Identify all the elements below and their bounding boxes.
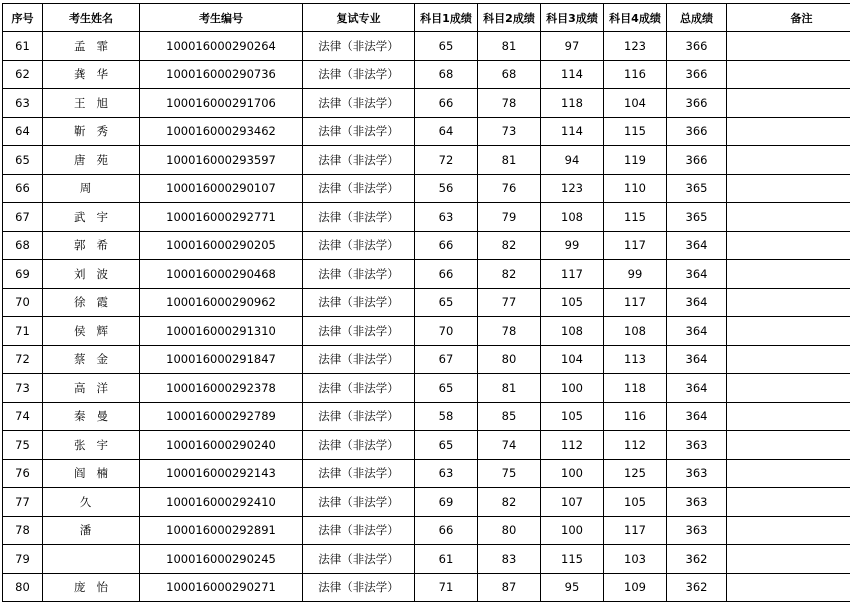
- cell-id: 100016000292891: [140, 516, 303, 545]
- cell-no: 65: [3, 146, 43, 175]
- cell-score-1: 66: [415, 231, 478, 260]
- cell-score-1: 61: [415, 545, 478, 574]
- cell-id: 100016000292378: [140, 374, 303, 403]
- cell-note: [727, 459, 850, 488]
- cell-total: 364: [667, 317, 727, 346]
- cell-note: [727, 516, 850, 545]
- name-mask: [92, 524, 101, 537]
- cell-major: 法律（非法学）: [303, 516, 415, 545]
- cell-score-3: 114: [541, 117, 604, 146]
- name-part-a: 庞: [74, 580, 86, 594]
- cell-score-3: 117: [541, 260, 604, 289]
- table-row: [3, 431, 850, 460]
- cell-score-1: 65: [415, 32, 478, 61]
- cell-score-1: 65: [415, 374, 478, 403]
- name-mask: [87, 125, 96, 138]
- cell-no: 61: [3, 32, 43, 61]
- header-name: 考生姓名: [43, 4, 140, 32]
- name-part-b: 霏: [97, 39, 109, 53]
- cell-note: [727, 231, 850, 260]
- table-row: [3, 60, 850, 89]
- cell-id: 100016000291706: [140, 89, 303, 118]
- cell-name: [43, 317, 140, 346]
- cell-score-3: 107: [541, 488, 604, 517]
- name-part-a: 高: [74, 381, 86, 395]
- table-row: [3, 203, 850, 232]
- name-part-b: 波: [97, 267, 109, 281]
- name-mask: [87, 211, 96, 224]
- cell-note: [727, 488, 850, 517]
- cell-score-1: 72: [415, 146, 478, 175]
- cell-score-3: 95: [541, 573, 604, 602]
- cell-score-1: 64: [415, 117, 478, 146]
- cell-id: 100016000290736: [140, 60, 303, 89]
- cell-score-3: 123: [541, 174, 604, 203]
- header-no: 序号: [3, 4, 43, 32]
- cell-score-2: 74: [478, 431, 541, 460]
- cell-no: 76: [3, 459, 43, 488]
- cell-no: 68: [3, 231, 43, 260]
- cell-score-1: 65: [415, 288, 478, 317]
- cell-score-4: 117: [604, 288, 667, 317]
- cell-score-2: 87: [478, 573, 541, 602]
- name-part-b: 希: [97, 238, 109, 252]
- name-part-b: 洋: [97, 381, 109, 395]
- cell-score-2: 85: [478, 402, 541, 431]
- cell-note: [727, 573, 850, 602]
- cell-score-1: 58: [415, 402, 478, 431]
- cell-score-1: 63: [415, 203, 478, 232]
- name-part-a: 久: [80, 495, 92, 509]
- name-part-a: 武: [74, 210, 86, 224]
- cell-score-2: 78: [478, 89, 541, 118]
- cell-score-4: 104: [604, 89, 667, 118]
- cell-total: 362: [667, 545, 727, 574]
- cell-name: [43, 374, 140, 403]
- name-part-a: 侯: [74, 324, 86, 338]
- header-id: 考生编号: [140, 4, 303, 32]
- cell-no: 74: [3, 402, 43, 431]
- name-mask: [87, 467, 96, 480]
- table-row: [3, 146, 850, 175]
- cell-score-3: 108: [541, 203, 604, 232]
- cell-score-2: 75: [478, 459, 541, 488]
- cell-score-1: 66: [415, 260, 478, 289]
- header-score-1: 科目1成绩: [415, 4, 478, 32]
- name-part-a: 靳: [74, 124, 86, 138]
- cell-score-2: 81: [478, 32, 541, 61]
- table-row: [3, 89, 850, 118]
- name-mask: [87, 382, 96, 395]
- cell-name: [43, 231, 140, 260]
- cell-note: [727, 345, 850, 374]
- cell-name: [43, 516, 140, 545]
- cell-score-2: 78: [478, 317, 541, 346]
- name-part-a: 徐: [74, 295, 86, 309]
- cell-note: [727, 374, 850, 403]
- cell-note: [727, 402, 850, 431]
- cell-major: 法律（非法学）: [303, 174, 415, 203]
- cell-total: 362: [667, 573, 727, 602]
- cell-id: 100016000292143: [140, 459, 303, 488]
- cell-score-4: 116: [604, 60, 667, 89]
- cell-no: 75: [3, 431, 43, 460]
- cell-score-3: 105: [541, 402, 604, 431]
- cell-score-1: 63: [415, 459, 478, 488]
- name-part-b: 华: [97, 67, 109, 81]
- cell-major: 法律（非法学）: [303, 288, 415, 317]
- header-row: [3, 4, 850, 32]
- cell-no: 72: [3, 345, 43, 374]
- name-part-a: 潘: [80, 523, 92, 537]
- cell-score-1: 56: [415, 174, 478, 203]
- cell-score-4: 105: [604, 488, 667, 517]
- table-row: [3, 488, 850, 517]
- cell-total: 363: [667, 459, 727, 488]
- table-row: [3, 117, 850, 146]
- cell-name: [43, 488, 140, 517]
- cell-score-2: 73: [478, 117, 541, 146]
- name-part-b: 霞: [97, 295, 109, 309]
- cell-score-4: 117: [604, 516, 667, 545]
- cell-total: 364: [667, 402, 727, 431]
- cell-score-2: 76: [478, 174, 541, 203]
- cell-name: [43, 573, 140, 602]
- cell-id: 100016000292789: [140, 402, 303, 431]
- name-mask: [92, 496, 101, 509]
- cell-score-4: 115: [604, 117, 667, 146]
- name-mask: [87, 268, 96, 281]
- cell-major: 法律（非法学）: [303, 545, 415, 574]
- cell-id: 100016000291847: [140, 345, 303, 374]
- table-row: [3, 174, 850, 203]
- cell-score-4: 112: [604, 431, 667, 460]
- name-part-a: 阎: [74, 466, 86, 480]
- cell-name: [43, 146, 140, 175]
- cell-no: 70: [3, 288, 43, 317]
- cell-name: [43, 459, 140, 488]
- cell-score-4: 99: [604, 260, 667, 289]
- name-part-b: 辉: [97, 324, 109, 338]
- cell-score-1: 66: [415, 89, 478, 118]
- table-row: [3, 260, 850, 289]
- cell-score-4: 115: [604, 203, 667, 232]
- cell-score-2: 80: [478, 345, 541, 374]
- cell-major: 法律（非法学）: [303, 32, 415, 61]
- cell-total: 363: [667, 431, 727, 460]
- cell-major: 法律（非法学）: [303, 431, 415, 460]
- cell-id: 100016000293597: [140, 146, 303, 175]
- cell-name: [43, 260, 140, 289]
- table-row: [3, 32, 850, 61]
- cell-major: 法律（非法学）: [303, 117, 415, 146]
- cell-score-3: 115: [541, 545, 604, 574]
- table-row: [3, 402, 850, 431]
- name-part-a: 周: [80, 181, 92, 195]
- cell-score-4: 109: [604, 573, 667, 602]
- cell-major: 法律（非法学）: [303, 374, 415, 403]
- cell-name: [43, 89, 140, 118]
- cell-id: 100016000290264: [140, 32, 303, 61]
- cell-name: [43, 32, 140, 61]
- cell-score-3: 99: [541, 231, 604, 260]
- cell-score-4: 117: [604, 231, 667, 260]
- table-row: [3, 317, 850, 346]
- header-total: 总成绩: [667, 4, 727, 32]
- cell-major: 法律（非法学）: [303, 260, 415, 289]
- cell-name: [43, 431, 140, 460]
- cell-score-3: 112: [541, 431, 604, 460]
- cell-id: 100016000292410: [140, 488, 303, 517]
- table-row: [3, 374, 850, 403]
- name-mask: [87, 40, 96, 53]
- cell-id: 100016000290205: [140, 231, 303, 260]
- cell-name: [43, 203, 140, 232]
- name-part-a: 秦: [74, 409, 86, 423]
- cell-score-2: 80: [478, 516, 541, 545]
- table-row: [3, 545, 850, 574]
- cell-total: 366: [667, 60, 727, 89]
- cell-major: 法律（非法学）: [303, 345, 415, 374]
- name-part-b: 秀: [97, 124, 109, 138]
- cell-major: 法律（非法学）: [303, 573, 415, 602]
- cell-score-3: 100: [541, 374, 604, 403]
- cell-score-3: 114: [541, 60, 604, 89]
- name-part-a: 蔡: [74, 352, 86, 366]
- table-row: [3, 573, 850, 602]
- header-note: 备注: [727, 4, 850, 32]
- name-part-a: 郭: [74, 238, 86, 252]
- cell-score-3: 105: [541, 288, 604, 317]
- cell-total: 364: [667, 231, 727, 260]
- cell-note: [727, 32, 850, 61]
- cell-score-1: 68: [415, 60, 478, 89]
- cell-score-2: 68: [478, 60, 541, 89]
- cell-total: 366: [667, 32, 727, 61]
- cell-no: 66: [3, 174, 43, 203]
- cell-score-3: 104: [541, 345, 604, 374]
- cell-note: [727, 545, 850, 574]
- cell-score-3: 94: [541, 146, 604, 175]
- cell-total: 365: [667, 174, 727, 203]
- cell-score-2: 82: [478, 231, 541, 260]
- name-part-a: 孟: [74, 39, 86, 53]
- score-table: [2, 3, 850, 602]
- name-mask: [87, 353, 96, 366]
- cell-total: 364: [667, 345, 727, 374]
- cell-score-2: 82: [478, 260, 541, 289]
- name-part-a: 王: [74, 96, 86, 110]
- cell-note: [727, 260, 850, 289]
- cell-score-4: 118: [604, 374, 667, 403]
- cell-score-4: 110: [604, 174, 667, 203]
- cell-no: 71: [3, 317, 43, 346]
- cell-no: 67: [3, 203, 43, 232]
- cell-score-1: 71: [415, 573, 478, 602]
- name-part-b: 曼: [97, 409, 109, 423]
- cell-id: 100016000290245: [140, 545, 303, 574]
- name-part-b: 金: [97, 352, 109, 366]
- cell-id: 100016000290962: [140, 288, 303, 317]
- cell-name: [43, 545, 140, 574]
- name-part-b: 宇: [97, 438, 109, 452]
- name-mask: [87, 68, 96, 81]
- cell-score-4: 108: [604, 317, 667, 346]
- cell-name: [43, 60, 140, 89]
- name-part-a: 龚: [74, 67, 86, 81]
- name-part-b: 楠: [97, 466, 109, 480]
- cell-no: 64: [3, 117, 43, 146]
- cell-score-2: 83: [478, 545, 541, 574]
- cell-total: 363: [667, 516, 727, 545]
- name-mask: [92, 182, 101, 195]
- cell-name: [43, 288, 140, 317]
- name-mask: [87, 239, 96, 252]
- cell-name: [43, 174, 140, 203]
- cell-note: [727, 288, 850, 317]
- cell-no: 63: [3, 89, 43, 118]
- name-mask: [87, 439, 96, 452]
- name-part-a: 张: [74, 438, 86, 452]
- cell-id: 100016000290240: [140, 431, 303, 460]
- cell-score-2: 81: [478, 374, 541, 403]
- cell-major: 法律（非法学）: [303, 60, 415, 89]
- name-mask: [87, 97, 96, 110]
- cell-score-4: 113: [604, 345, 667, 374]
- name-part-b: 宇: [97, 210, 109, 224]
- name-mask: [87, 410, 96, 423]
- name-part-a: 唐: [74, 153, 86, 167]
- cell-no: 77: [3, 488, 43, 517]
- cell-id: 100016000290468: [140, 260, 303, 289]
- cell-score-1: 69: [415, 488, 478, 517]
- cell-score-2: 77: [478, 288, 541, 317]
- header-score-2: 科目2成绩: [478, 4, 541, 32]
- cell-note: [727, 146, 850, 175]
- cell-score-1: 65: [415, 431, 478, 460]
- cell-no: 79: [3, 545, 43, 574]
- cell-score-4: 125: [604, 459, 667, 488]
- name-part-b: 旭: [97, 96, 109, 110]
- cell-major: 法律（非法学）: [303, 317, 415, 346]
- table-row: [3, 516, 850, 545]
- cell-major: 法律（非法学）: [303, 459, 415, 488]
- cell-score-4: 116: [604, 402, 667, 431]
- table-row: [3, 345, 850, 374]
- name-mask: [87, 553, 96, 566]
- cell-score-3: 100: [541, 516, 604, 545]
- cell-score-3: 97: [541, 32, 604, 61]
- cell-major: 法律（非法学）: [303, 146, 415, 175]
- cell-total: 366: [667, 117, 727, 146]
- name-mask: [87, 325, 96, 338]
- table-row: [3, 288, 850, 317]
- name-part-b: 怡: [97, 580, 109, 594]
- cell-id: 100016000292771: [140, 203, 303, 232]
- cell-note: [727, 117, 850, 146]
- cell-score-3: 100: [541, 459, 604, 488]
- cell-no: 62: [3, 60, 43, 89]
- cell-major: 法律（非法学）: [303, 231, 415, 260]
- header-major: 复试专业: [303, 4, 415, 32]
- cell-id: 100016000290107: [140, 174, 303, 203]
- name-part-a: 刘: [74, 267, 86, 281]
- cell-score-3: 108: [541, 317, 604, 346]
- cell-total: 364: [667, 374, 727, 403]
- cell-major: 法律（非法学）: [303, 488, 415, 517]
- cell-total: 366: [667, 146, 727, 175]
- cell-major: 法律（非法学）: [303, 203, 415, 232]
- cell-name: [43, 117, 140, 146]
- name-mask: [87, 296, 96, 309]
- cell-no: 69: [3, 260, 43, 289]
- cell-note: [727, 317, 850, 346]
- cell-score-2: 81: [478, 146, 541, 175]
- cell-score-2: 79: [478, 203, 541, 232]
- table-row: [3, 231, 850, 260]
- cell-major: 法律（非法学）: [303, 89, 415, 118]
- cell-total: 363: [667, 488, 727, 517]
- cell-major: 法律（非法学）: [303, 402, 415, 431]
- cell-no: 73: [3, 374, 43, 403]
- name-mask: [87, 154, 96, 167]
- header-score-4: 科目4成绩: [604, 4, 667, 32]
- cell-score-2: 82: [478, 488, 541, 517]
- cell-total: 365: [667, 203, 727, 232]
- cell-score-1: 70: [415, 317, 478, 346]
- cell-total: 364: [667, 260, 727, 289]
- cell-total: 364: [667, 288, 727, 317]
- cell-no: 80: [3, 573, 43, 602]
- cell-score-4: 103: [604, 545, 667, 574]
- cell-score-4: 119: [604, 146, 667, 175]
- cell-total: 366: [667, 89, 727, 118]
- table-row: [3, 459, 850, 488]
- cell-name: [43, 402, 140, 431]
- cell-id: 100016000293462: [140, 117, 303, 146]
- name-part-b: 苑: [97, 153, 109, 167]
- cell-note: [727, 203, 850, 232]
- cell-note: [727, 431, 850, 460]
- cell-no: 78: [3, 516, 43, 545]
- name-mask: [87, 581, 96, 594]
- cell-note: [727, 60, 850, 89]
- cell-note: [727, 174, 850, 203]
- cell-score-3: 118: [541, 89, 604, 118]
- cell-score-1: 67: [415, 345, 478, 374]
- cell-score-1: 66: [415, 516, 478, 545]
- cell-id: 100016000291310: [140, 317, 303, 346]
- cell-name: [43, 345, 140, 374]
- cell-note: [727, 89, 850, 118]
- cell-score-4: 123: [604, 32, 667, 61]
- header-score-3: 科目3成绩: [541, 4, 604, 32]
- cell-id: 100016000290271: [140, 573, 303, 602]
